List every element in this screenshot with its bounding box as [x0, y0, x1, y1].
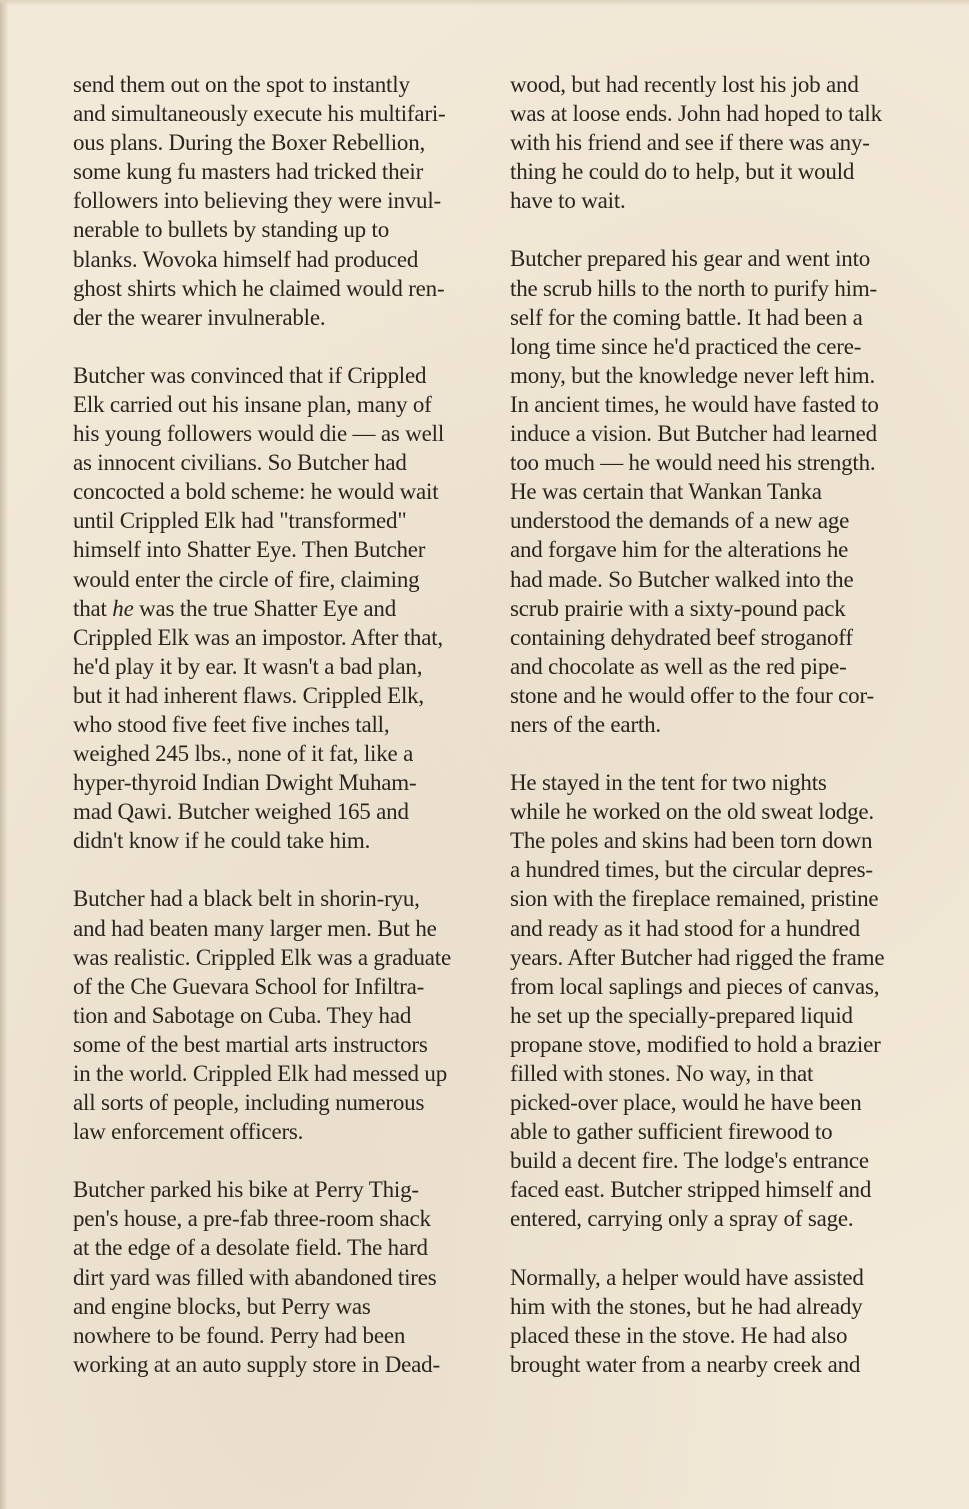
text-line: able to gather sufficient firewood to	[510, 1119, 833, 1145]
text-line: In ancient times, he would have fasted to	[510, 391, 879, 417]
text-line: the scrub hills to the north to purify him-	[510, 275, 878, 301]
text-line: Butcher parked his bike at Perry Thig-	[73, 1177, 419, 1203]
text-line: from local saplings and pieces of canvas,	[510, 973, 880, 999]
paragraph	[73, 70, 493, 332]
text-line: understood the demands of a new age	[510, 508, 850, 534]
text-line: was realistic. Crippled Elk was a graduate	[73, 944, 451, 970]
text-line: stone and he would offer to the four cor-	[510, 682, 874, 708]
text-line: while he worked on the old sweat lodge.	[510, 799, 874, 825]
paragraph	[73, 884, 493, 1146]
text-line: blanks. Wovoka himself had produced	[73, 246, 419, 272]
text-line: Butcher prepared his gear and went into	[510, 246, 871, 272]
text-line: containing dehydrated beef stroganoff	[510, 624, 853, 650]
paragraph	[73, 361, 493, 856]
text-line: of the Che Guevara School for Infiltra-	[73, 973, 425, 999]
text-line: wood, but had recently lost his job and	[510, 72, 859, 97]
text-line: didn't know if he could take him.	[73, 828, 371, 854]
text-line: Butcher had a black belt in shorin-ryu,	[73, 886, 420, 912]
text-fragment: was the true Shatter Eye and	[139, 595, 397, 621]
text-line: send them out on the spot to instantly	[73, 72, 410, 97]
text-line: entered, carrying only a spray of sage.	[510, 1206, 854, 1232]
text-line: and forgave him for the alterations he	[510, 537, 849, 563]
text-line: himself into Shatter Eye. Then Butcher	[73, 537, 426, 563]
text-line: have to wait.	[510, 188, 626, 214]
text-line: mony, but the knowledge never left him.	[510, 362, 876, 388]
text-line: ous plans. During the Boxer Rebellion,	[73, 130, 426, 156]
text-line: he'd play it by ear. It wasn't a bad plan,	[73, 653, 423, 679]
text-line: self for the coming battle. It had been a	[510, 304, 863, 330]
text-line: with his friend and see if there was any-	[510, 130, 870, 156]
text-line: ners of the earth.	[510, 711, 661, 737]
text-line: picked-over place, would he have been	[510, 1090, 862, 1116]
text-line: years. After Butcher had rigged the frame	[510, 944, 885, 970]
text-line: concocted a bold scheme: he would wait	[73, 479, 439, 505]
text-line: faced east. Butcher stripped himself and	[510, 1177, 872, 1203]
text-line: and had beaten many larger men. But he	[73, 915, 437, 941]
text-line: and ready as it had stood for a hundred	[510, 915, 860, 941]
text-line-with-emphasis	[73, 594, 493, 623]
text-line: until Crippled Elk had "transformed"	[73, 508, 407, 534]
text-line: nowhere to be found. Perry had been	[73, 1322, 406, 1348]
text-column-right	[510, 70, 930, 1408]
text-line: who stood five feet five inches tall,	[73, 711, 390, 737]
text-line: induce a vision. But Butcher had learned	[510, 421, 877, 447]
text-line: long time since he'd practiced the cere-	[510, 333, 862, 359]
text-line: followers into believing they were invul-	[73, 188, 442, 214]
text-line: thing he could do to help, but it would	[510, 159, 855, 185]
paragraph	[73, 1175, 493, 1379]
text-line: had made. So Butcher walked into the	[510, 566, 854, 592]
text-line: was at loose ends. John had hoped to talk	[510, 101, 882, 127]
text-line: der the wearer invulnerable.	[73, 304, 326, 330]
text-line: he set up the specially-prepared liquid	[510, 1002, 853, 1028]
text-line: would enter the circle of fire, claiming	[73, 566, 420, 592]
paragraph	[510, 768, 930, 1234]
text-line: Butcher was convinced that if Crippled	[73, 362, 427, 388]
emphasized-word: he	[112, 595, 134, 621]
text-line: scrub prairie with a sixty-pound pack	[510, 595, 846, 621]
text-fragment: that	[73, 595, 107, 621]
text-line: all sorts of people, including numerous	[73, 1090, 425, 1116]
text-line: his young followers would die — as well	[73, 421, 445, 447]
text-line: and chocolate as well as the red pipe-	[510, 653, 847, 679]
text-line: some kung fu masters had tricked their	[73, 159, 424, 185]
text-line: and simultaneously execute his multifari-	[73, 101, 446, 127]
page-top-edge	[0, 0, 969, 6]
text-line: some of the best martial arts instructors	[73, 1031, 428, 1057]
text-line: dirt yard was filled with abandoned tires	[73, 1264, 437, 1290]
text-line: nerable to bullets by standing up to	[73, 217, 390, 243]
text-line: and engine blocks, but Perry was	[73, 1293, 371, 1319]
text-line: pen's house, a pre-fab three-room shack	[73, 1206, 431, 1232]
text-line: working at an auto supply store in Dead-	[73, 1351, 440, 1377]
text-line: too much — he would need his strength.	[510, 450, 876, 476]
text-line: He was certain that Wankan Tanka	[510, 479, 822, 505]
text-line: Crippled Elk was an impostor. After that,	[73, 624, 443, 650]
text-line: placed these in the stove. He had also	[510, 1322, 848, 1348]
text-line: build a decent fire. The lodge's entrance	[510, 1148, 869, 1174]
text-line: him with the stones, but he had already	[510, 1293, 863, 1319]
text-line: tion and Sabotage on Cuba. They had	[73, 1002, 412, 1028]
text-line: hyper-thyroid Indian Dwight Muham-	[73, 770, 417, 796]
paragraph	[510, 1263, 930, 1379]
text-line: in the world. Crippled Elk had messed up	[73, 1061, 447, 1086]
text-line: Elk carried out his insane plan, many of	[73, 391, 432, 417]
text-line: propane stove, modified to hold a brazier	[510, 1031, 881, 1057]
text-line: ghost shirts which he claimed would ren-	[73, 275, 445, 301]
text-line: but it had inherent flaws. Crippled Elk,	[73, 682, 424, 708]
text-line: weighed 245 lbs., none of it fat, like a	[73, 741, 414, 767]
text-line: sion with the fireplace remained, pristine	[510, 886, 879, 912]
page-spine-edge	[0, 0, 8, 1509]
text-line: brought water from a nearby creek and	[510, 1351, 861, 1377]
text-line: He stayed in the tent for two nights	[510, 770, 827, 796]
paragraph	[510, 70, 930, 215]
text-line: filled with stones. No way, in that	[510, 1061, 814, 1086]
text-line: The poles and skins had been torn down	[510, 828, 873, 854]
text-line: at the edge of a desolate field. The hard	[73, 1235, 428, 1261]
text-line: mad Qawi. Butcher weighed 165 and	[73, 799, 409, 825]
paragraph	[510, 244, 930, 739]
text-line: Normally, a helper would have assisted	[510, 1264, 864, 1290]
text-line: as innocent civilians. So Butcher had	[73, 450, 407, 476]
text-line: a hundred times, but the circular depres-	[510, 857, 873, 883]
text-column-left	[73, 70, 493, 1408]
text-line: law enforcement officers.	[73, 1119, 304, 1145]
